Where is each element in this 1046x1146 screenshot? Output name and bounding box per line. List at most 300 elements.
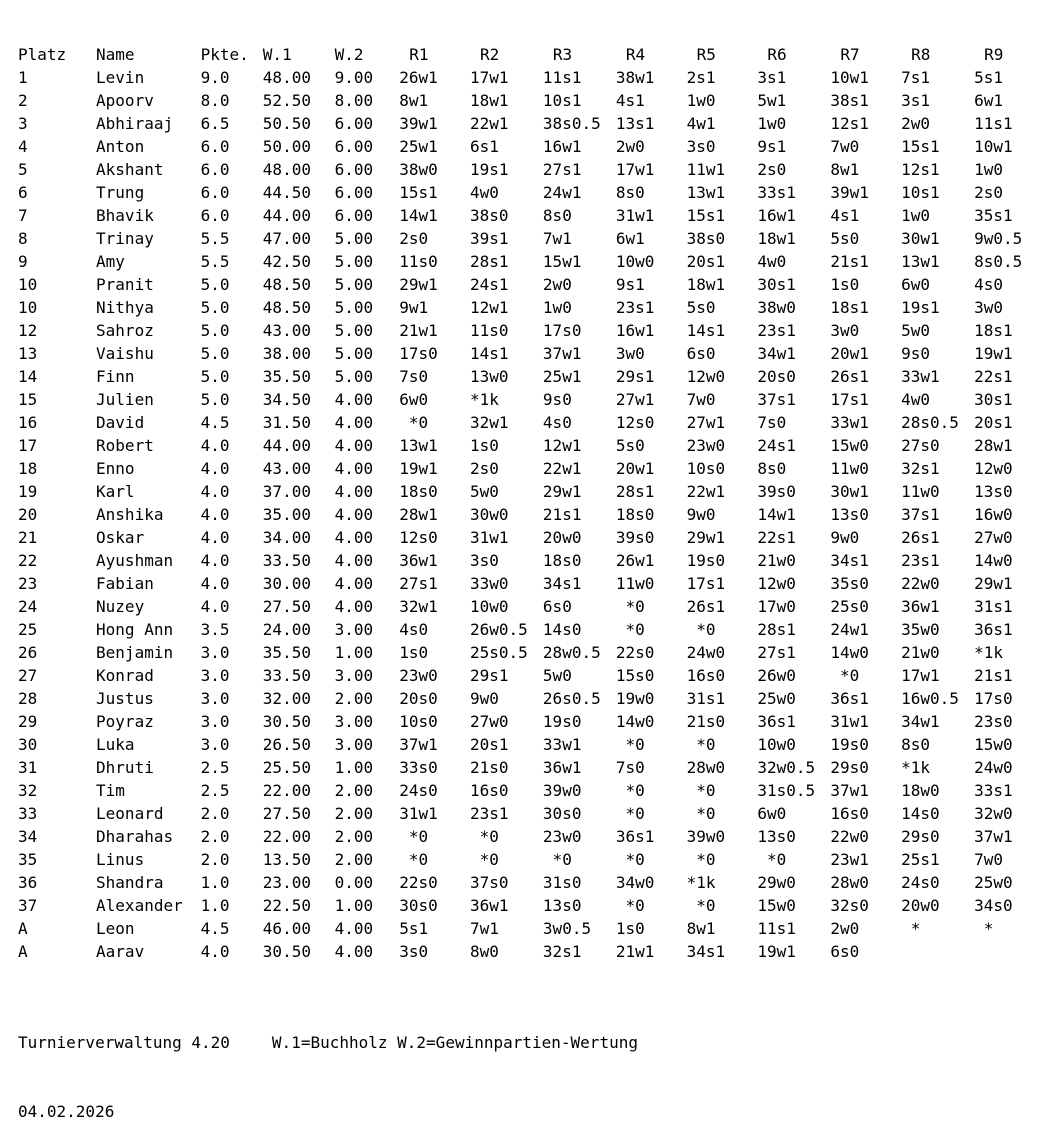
cell-r1: 33s0 <box>399 758 438 777</box>
cell-r8: 15s1 <box>901 137 940 156</box>
cell-r8: 8s0 <box>901 735 930 754</box>
cell-r4: *0 <box>615 620 645 639</box>
cell-r8: 6w0 <box>901 275 930 294</box>
cell-r7: 28w0 <box>830 873 869 892</box>
cell-r3: 3w0.5 <box>542 919 592 938</box>
cell-r8: 27s0 <box>901 436 940 455</box>
cell-pkte: 1.0 <box>200 873 230 892</box>
cell-r6: 13s0 <box>757 827 796 846</box>
cell-r9: 17s0 <box>974 689 1013 708</box>
cell-r5: 27w1 <box>686 413 726 432</box>
cell-r3: 38s0.5 <box>542 114 601 133</box>
cell-r7: 38s1 <box>830 91 869 110</box>
cell-name: Finn <box>96 367 135 386</box>
cell-pkte: 4.5 <box>200 919 230 938</box>
cell-r6: 36s1 <box>757 712 796 731</box>
cell-r9: 15w0 <box>974 735 1013 754</box>
cell-r5: 14s1 <box>686 321 726 340</box>
cell-r4: 1s0 <box>615 919 645 938</box>
cell-r1: 15s1 <box>399 183 438 202</box>
cell-pkte: 4.0 <box>200 551 230 570</box>
cell-r4: 12s0 <box>615 413 655 432</box>
cell-r7: 33w1 <box>830 413 869 432</box>
cell-r7: 16s0 <box>830 804 869 823</box>
cell-name: Enno <box>96 459 135 478</box>
cell-r7: 8w1 <box>830 160 860 179</box>
cell-r1: 38w0 <box>399 160 438 179</box>
cell-r1: 14w1 <box>399 206 438 225</box>
cell-r8: 1w0 <box>901 206 930 225</box>
cell-r8: * <box>901 919 921 938</box>
cell-w2: 3.00 <box>334 620 374 639</box>
cell-r5: 21s0 <box>686 712 726 731</box>
cell-w2: 5.00 <box>334 252 374 271</box>
cell-platz: 10 <box>18 298 38 317</box>
cell-w2: 3.00 <box>334 735 374 754</box>
cell-w1: 37.00 <box>262 482 311 501</box>
table-row <box>0 710 1046 733</box>
cell-w1: 32.00 <box>262 689 311 708</box>
cell-name: Amy <box>96 252 125 271</box>
cell-w2: 5.00 <box>334 367 374 386</box>
cell-r6: 23s1 <box>757 321 796 340</box>
cell-r2: 6s1 <box>469 137 499 156</box>
cell-pkte: 4.0 <box>200 482 230 501</box>
cell-w1: 34.00 <box>262 528 311 547</box>
cell-r6: 22s1 <box>757 528 796 547</box>
cell-r3: 27s1 <box>542 160 582 179</box>
cell-w1: 50.50 <box>262 114 311 133</box>
cell-w2: 6.00 <box>334 183 374 202</box>
header-r6: R6 <box>767 45 787 64</box>
table-row <box>0 848 1046 871</box>
cell-pkte: 3.5 <box>200 620 230 639</box>
table-row <box>0 756 1046 779</box>
cell-r2: 1s0 <box>469 436 499 455</box>
cell-pkte: 4.0 <box>200 459 230 478</box>
cell-pkte: 4.0 <box>200 505 230 524</box>
cell-name: David <box>96 413 145 432</box>
cell-w2: 1.00 <box>334 896 374 915</box>
cell-r9: 19w1 <box>974 344 1013 363</box>
cell-r1: 22s0 <box>399 873 438 892</box>
cell-r7: 15w0 <box>830 436 869 455</box>
cell-r7: 31w1 <box>830 712 869 731</box>
cell-w2: 4.00 <box>334 505 374 524</box>
cell-r3: 2w0 <box>542 275 572 294</box>
cell-platz: A <box>18 919 28 938</box>
cell-r2: 19s1 <box>469 160 509 179</box>
cell-name: Leon <box>96 919 135 938</box>
cell-name: Poyraz <box>96 712 154 731</box>
cell-platz: 33 <box>18 804 38 823</box>
cell-w2: 5.00 <box>334 229 374 248</box>
cell-pkte: 6.0 <box>200 137 230 156</box>
cell-r2: 13w0 <box>469 367 509 386</box>
cell-r2: *0 <box>469 827 499 846</box>
cell-r6: 14w1 <box>757 505 796 524</box>
table-row <box>0 802 1046 825</box>
cell-r7: 13s0 <box>830 505 869 524</box>
header-r1: R1 <box>409 45 429 64</box>
cell-w2: 6.00 <box>334 137 374 156</box>
cell-r5: 8w1 <box>686 919 716 938</box>
cell-r3: 8s0 <box>542 206 572 225</box>
cell-r6: 27s1 <box>757 643 796 662</box>
cell-r8: 11w0 <box>901 482 940 501</box>
cell-w1: 33.50 <box>262 551 311 570</box>
cell-r8: 10s1 <box>901 183 940 202</box>
table-row <box>0 365 1046 388</box>
cell-r3: 31s0 <box>542 873 582 892</box>
cell-r4: 38w1 <box>615 68 655 87</box>
cell-r4: 20w1 <box>615 459 655 478</box>
cell-r9: 6w1 <box>974 91 1003 110</box>
cell-r4: 13s1 <box>615 114 655 133</box>
table-row <box>0 549 1046 572</box>
cell-r8 <box>901 940 974 963</box>
cell-r9: 22s1 <box>974 367 1013 386</box>
cell-r4: 8s0 <box>615 183 645 202</box>
cell-r8: *1k <box>901 758 930 777</box>
cell-r8: 32s1 <box>901 459 940 478</box>
cell-r6: 12w0 <box>757 574 796 593</box>
cell-r5: 23w0 <box>686 436 726 455</box>
cell-name: Bhavik <box>96 206 154 225</box>
cell-r2: 9w0 <box>469 689 499 708</box>
cell-r1: 29w1 <box>399 275 438 294</box>
cell-r6: 28s1 <box>757 620 796 639</box>
cell-w2: 6.00 <box>334 160 374 179</box>
cell-name: Tim <box>96 781 125 800</box>
cell-r9: 23s0 <box>974 712 1013 731</box>
table-row <box>0 595 1046 618</box>
print-date: 04.02.2026 <box>18 1102 115 1121</box>
cell-r2: 10w0 <box>469 597 509 616</box>
cell-r8: 21w0 <box>901 643 940 662</box>
cell-r5: 24w0 <box>686 643 726 662</box>
table-row <box>0 687 1046 710</box>
cell-name: Oskar <box>96 528 145 547</box>
cell-pkte: 6.0 <box>200 183 230 202</box>
cell-w2: 4.00 <box>334 528 374 547</box>
cell-w2: 2.00 <box>334 781 374 800</box>
cell-platz: 29 <box>18 712 38 731</box>
table-row <box>0 250 1046 273</box>
cell-r6: 6w0 <box>757 804 787 823</box>
cell-r3: 10s1 <box>542 91 582 110</box>
cell-r9: 5s1 <box>974 68 1003 87</box>
cell-name: Ayushman <box>96 551 174 570</box>
cell-r5: 20s1 <box>686 252 726 271</box>
cell-pkte: 4.0 <box>200 528 230 547</box>
cell-r3: 4s0 <box>542 413 572 432</box>
table-row <box>0 296 1046 319</box>
cell-r4: 9s1 <box>615 275 645 294</box>
cell-r9: 25w0 <box>974 873 1013 892</box>
cell-r8: 34w1 <box>901 712 940 731</box>
table-row <box>0 273 1046 296</box>
cell-name: Julien <box>96 390 154 409</box>
cell-r7: 10w1 <box>830 68 869 87</box>
cell-r4: *0 <box>615 850 645 869</box>
header-row <box>0 43 1046 66</box>
cell-r3: 39w0 <box>542 781 582 800</box>
table-row <box>0 112 1046 135</box>
cell-r3: 11s1 <box>542 68 582 87</box>
cell-r6: 15w0 <box>757 896 796 915</box>
cell-pkte: 3.0 <box>200 712 230 731</box>
cell-r6: 8s0 <box>757 459 787 478</box>
cell-r2: 32w1 <box>469 413 509 432</box>
footer <box>18 985 638 1146</box>
cell-r2: 24s1 <box>469 275 509 294</box>
cell-pkte: 3.0 <box>200 689 230 708</box>
cell-r4: 14w0 <box>615 712 655 731</box>
cell-r9: 9w0.5 <box>974 229 1023 248</box>
cell-platz: 13 <box>18 344 38 363</box>
cell-r5: 6s0 <box>686 344 716 363</box>
cell-w1: 24.00 <box>262 620 311 639</box>
cell-platz: 1 <box>18 68 28 87</box>
cell-name: Pranit <box>96 275 154 294</box>
cell-r5: 9w0 <box>686 505 716 524</box>
cell-platz: 36 <box>18 873 38 892</box>
cell-r6: 5w1 <box>757 91 787 110</box>
table-row <box>0 342 1046 365</box>
cell-platz: 26 <box>18 643 38 662</box>
cell-r8: 19s1 <box>901 298 940 317</box>
cell-r5: 17s1 <box>686 574 726 593</box>
cell-r2: 17w1 <box>469 68 509 87</box>
cell-name: Trung <box>96 183 145 202</box>
cell-r5: 4w1 <box>686 114 716 133</box>
cell-r7: 34s1 <box>830 551 869 570</box>
cell-w1: 30.00 <box>262 574 311 593</box>
cell-r3: 17s0 <box>542 321 582 340</box>
cell-r4: *0 <box>615 804 645 823</box>
cell-r6: 34w1 <box>757 344 796 363</box>
table-row <box>0 66 1046 89</box>
cell-r8: 24s0 <box>901 873 940 892</box>
table-row <box>0 319 1046 342</box>
cell-r3: 25w1 <box>542 367 582 386</box>
cell-r8: 16w0.5 <box>901 689 959 708</box>
cell-w1: 48.00 <box>262 68 311 87</box>
cell-r1: 31w1 <box>399 804 438 823</box>
table-row <box>0 411 1046 434</box>
cell-platz: 4 <box>18 137 28 156</box>
cell-platz: 16 <box>18 413 38 432</box>
cell-r1: 2s0 <box>399 229 429 248</box>
cell-r8: 35w0 <box>901 620 940 639</box>
cell-r2: 38s0 <box>469 206 509 225</box>
cell-r3: 37w1 <box>542 344 582 363</box>
cell-r8: 17w1 <box>901 666 940 685</box>
cell-r2: 21s0 <box>469 758 509 777</box>
cell-r1: 9w1 <box>399 298 429 317</box>
cell-w2: 4.00 <box>334 919 374 938</box>
cell-r2: 28s1 <box>469 252 509 271</box>
cell-r6: 4w0 <box>757 252 787 271</box>
header-r4: R4 <box>625 45 646 64</box>
cell-r1: 21w1 <box>399 321 438 340</box>
cell-r3: 34s1 <box>542 574 582 593</box>
cell-r7: 12s1 <box>830 114 869 133</box>
cell-r4: *0 <box>615 735 645 754</box>
cell-r6: 3s1 <box>757 68 787 87</box>
cell-r8: 18w0 <box>901 781 940 800</box>
cell-r6: 26w0 <box>757 666 796 685</box>
cell-platz: 35 <box>18 850 38 869</box>
cell-r3: 26s0.5 <box>542 689 601 708</box>
cell-w1: 48.50 <box>262 275 311 294</box>
header-name: Name <box>96 45 135 64</box>
cell-r5: 16s0 <box>686 666 726 685</box>
cell-r1: *0 <box>399 850 429 869</box>
cell-platz: 22 <box>18 551 38 570</box>
cell-r7: 3w0 <box>830 321 860 340</box>
cell-w1: 50.00 <box>262 137 311 156</box>
cell-r9: 1w0 <box>974 160 1003 179</box>
cell-r6: 19w1 <box>757 942 796 961</box>
cell-w1: 23.00 <box>262 873 311 892</box>
cell-w2: 9.00 <box>334 68 374 87</box>
cell-platz: 12 <box>18 321 38 340</box>
cell-r1: 12s0 <box>399 528 438 547</box>
cell-r6: 25w0 <box>757 689 796 708</box>
cell-r7: 6s0 <box>830 942 860 961</box>
table-row <box>0 917 1046 940</box>
cell-r8: 14s0 <box>901 804 940 823</box>
cell-r8: 12s1 <box>901 160 940 179</box>
table-row <box>0 779 1046 802</box>
cell-r9: 36s1 <box>974 620 1013 639</box>
cell-name: Anton <box>96 137 145 156</box>
cell-pkte: 2.5 <box>200 781 230 800</box>
cell-platz: 37 <box>18 896 38 915</box>
cell-r2: 26w0.5 <box>469 620 528 639</box>
cell-platz: 2 <box>18 91 28 110</box>
cell-r8: 2w0 <box>901 114 930 133</box>
cell-r1: 25w1 <box>399 137 438 156</box>
table-row <box>0 227 1046 250</box>
cell-r3: 6s0 <box>542 597 572 616</box>
cell-r6: 24s1 <box>757 436 796 455</box>
cell-pkte: 4.0 <box>200 597 230 616</box>
cell-r9: 27w0 <box>974 528 1013 547</box>
cell-r5: 31s1 <box>686 689 726 708</box>
cell-r9: 32w0 <box>974 804 1013 823</box>
cell-r1: 36w1 <box>399 551 438 570</box>
cell-r6: 31s0.5 <box>757 781 816 800</box>
table-row <box>0 181 1046 204</box>
cell-r8: 33w1 <box>901 367 940 386</box>
cell-r7: 35s0 <box>830 574 869 593</box>
table-row <box>0 871 1046 894</box>
cell-r4: 28s1 <box>615 482 655 501</box>
cell-r1: 28w1 <box>399 505 438 524</box>
cell-w1: 25.50 <box>262 758 311 777</box>
cell-r2: 25s0.5 <box>469 643 528 662</box>
cell-r9: 18s1 <box>974 321 1013 340</box>
table-row <box>0 434 1046 457</box>
cell-w2: 3.00 <box>334 712 374 731</box>
cell-r4: 5s0 <box>615 436 645 455</box>
cell-name: Leonard <box>96 804 164 823</box>
cell-w1: 44.00 <box>262 206 311 225</box>
cell-r5: 19s0 <box>686 551 726 570</box>
cell-r3: 21s1 <box>542 505 582 524</box>
cell-name: Robert <box>96 436 154 455</box>
cell-r4: 4s1 <box>615 91 645 110</box>
cell-r1: 37w1 <box>399 735 438 754</box>
cell-name: Levin <box>96 68 145 87</box>
cell-pkte: 2.0 <box>200 804 230 823</box>
cell-r2: 11s0 <box>469 321 509 340</box>
cell-r9 <box>974 940 1046 963</box>
cell-r1: 3s0 <box>399 942 429 961</box>
cell-w2: 4.00 <box>334 413 374 432</box>
cell-r2: 4w0 <box>469 183 499 202</box>
table-row <box>0 572 1046 595</box>
cell-r6: 38w0 <box>757 298 796 317</box>
cell-r4: 36s1 <box>615 827 655 846</box>
cell-r3: 15w1 <box>542 252 582 271</box>
cell-platz: 34 <box>18 827 38 846</box>
table-row <box>0 733 1046 756</box>
cell-r7: 39w1 <box>830 183 869 202</box>
cell-r2: 3s0 <box>469 551 499 570</box>
cell-r6: 1w0 <box>757 114 787 133</box>
cell-r5: 38s0 <box>686 229 726 248</box>
cell-r9: 12w0 <box>974 459 1013 478</box>
cell-w1: 44.50 <box>262 183 311 202</box>
header-r9: R9 <box>984 45 1004 64</box>
cell-name: Luka <box>96 735 135 754</box>
cell-name: Akshant <box>96 160 164 179</box>
cell-pkte: 3.0 <box>200 643 230 662</box>
cell-r6: 9s1 <box>757 137 787 156</box>
cell-w1: 38.00 <box>262 344 311 363</box>
cell-r8: 25s1 <box>901 850 940 869</box>
cell-r4: 7s0 <box>615 758 645 777</box>
cell-name: Nithya <box>96 298 154 317</box>
cell-r5: 39w0 <box>686 827 726 846</box>
cell-r9: 20s1 <box>974 413 1013 432</box>
cell-r1: 39w1 <box>399 114 438 133</box>
cell-w1: 33.50 <box>262 666 311 685</box>
cell-r3: 33w1 <box>542 735 582 754</box>
header-platz: Platz <box>18 45 67 64</box>
cell-r4: 18s0 <box>615 505 655 524</box>
cell-name: Nuzey <box>96 597 145 616</box>
cell-r4: *0 <box>615 597 645 616</box>
cell-r2: 22w1 <box>469 114 509 133</box>
cell-r8: 4w0 <box>901 390 930 409</box>
cell-r5: 15s1 <box>686 206 726 225</box>
cell-r9: 35s1 <box>974 206 1013 225</box>
cell-r2: 33w0 <box>469 574 509 593</box>
table-row <box>0 503 1046 526</box>
cell-r7: 9w0 <box>830 528 860 547</box>
cell-pkte: 3.0 <box>200 666 230 685</box>
cell-platz: 18 <box>18 459 38 478</box>
cell-r1: 7s0 <box>399 367 429 386</box>
cell-platz: 10 <box>18 275 38 294</box>
cell-r7: 7w0 <box>830 137 860 156</box>
cell-r6: 7s0 <box>757 413 787 432</box>
